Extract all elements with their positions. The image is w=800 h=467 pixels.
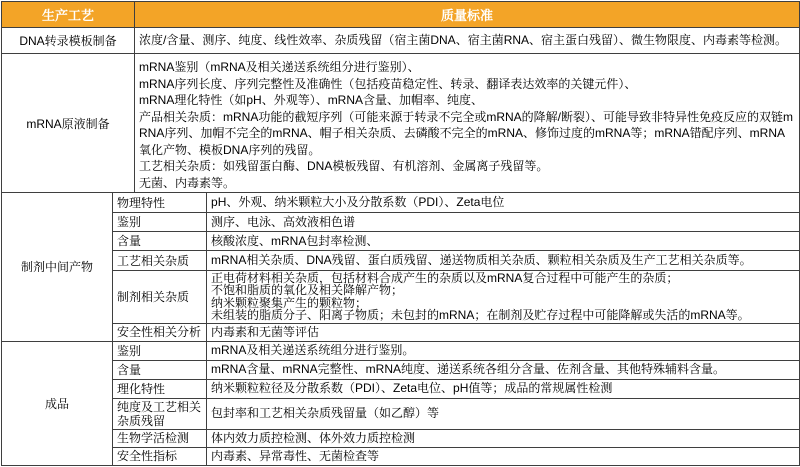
process-label: mRNA原液制备 bbox=[2, 54, 135, 193]
content-cell bbox=[207, 271, 800, 324]
content-line: mRNA及相关递送系统组分进行鉴别。 bbox=[211, 343, 415, 358]
sub-label: 纯度及工艺相关杂质残留 bbox=[113, 398, 207, 429]
table-row bbox=[2, 193, 800, 213]
content-cell bbox=[207, 251, 800, 271]
content-line: 包封率和工艺相关杂质残留量（如乙醇）等 bbox=[211, 406, 440, 421]
process-label: 制剂中间产物 bbox=[2, 193, 113, 342]
table-row bbox=[2, 213, 800, 232]
content-cell bbox=[135, 28, 800, 54]
content-line: 纳米颗粒聚集产生的颗粒物； bbox=[211, 295, 368, 310]
content-line: 浓度/含量、测序、纯度、线性效率、杂质残留（宿主菌DNA、宿主菌RNA、宿主蛋白残留）、微生物限度、内毒素等检测。 bbox=[139, 33, 788, 47]
sub-label: 生物学活检测 bbox=[113, 429, 207, 447]
sub-label: 鉴别 bbox=[113, 213, 207, 232]
content-line: 未组装的脂质分子、阳离子物质；未包封的mRNA；在制剂及贮存过程中可能降解或失活的mRNA等。 bbox=[211, 308, 750, 323]
table-row bbox=[2, 360, 800, 379]
sub-label: 理化特性 bbox=[113, 379, 207, 398]
content-cell bbox=[207, 398, 800, 429]
content-line: 体内效力质控检测、体外效力质控检测 bbox=[211, 430, 416, 445]
sub-label: 工艺相关杂质 bbox=[113, 251, 207, 271]
content-line: 内毒素和无菌等评估 bbox=[211, 324, 320, 339]
table-row bbox=[2, 447, 800, 465]
table-row bbox=[2, 28, 800, 54]
header-production-process: 生产工艺 bbox=[2, 2, 135, 28]
content-line: mRNA序列长度、序列完整性及准确性（包括疫苗稳定性、转录、翻译表达效率的关键元件）、 bbox=[139, 76, 637, 91]
sub-label: 安全性指标 bbox=[113, 447, 207, 465]
content-line: 纳米颗粒粒径及分散系数（PDI）、Zeta电位、pH值等；成品的常规属性检测 bbox=[211, 381, 613, 396]
content-line: mRNA相关杂质、DNA残留、蛋白质残留、递送物质相关杂质、颗粒相关杂质及生产工艺相关杂质等。 bbox=[211, 253, 752, 267]
content-line: mRNA含量、mRNA完整性、mRNA纯度、递送系统各组分含量、佐剂含量、其他特殊辅料含量。 bbox=[211, 362, 726, 377]
process-label: DNA转录模板制备 bbox=[2, 28, 135, 54]
content-cell bbox=[207, 193, 800, 213]
header-quality-standard: 质量标准 bbox=[135, 2, 800, 28]
content-cell bbox=[207, 341, 800, 360]
table-row bbox=[2, 54, 800, 193]
table-row bbox=[2, 341, 800, 360]
table-row bbox=[2, 251, 800, 271]
content-line: 产品相关杂质：mRNA功能的截短序列（可能来源于转录不完全或mRNA的降解/断裂）、可能导致非特异性免疫反应的双链mRNA序列、加帽不完全的mRNA、帽子相关杂质、去磷酸不完全的mRNA、修饰过度的mRNA等；mRNA错配序列、mRNA氧化产物、模板DNA序列的残留。 bbox=[139, 109, 794, 157]
content-cell bbox=[207, 360, 800, 379]
content-line: 测序、电泳、高效液相色谱 bbox=[211, 214, 356, 229]
process-label: 成品 bbox=[2, 341, 113, 465]
content-line: 内毒素、异常毒性、无菌检查等 bbox=[211, 448, 380, 463]
table-row bbox=[2, 323, 800, 341]
content-cell bbox=[207, 323, 800, 341]
content-cell bbox=[135, 54, 800, 193]
table-row bbox=[2, 429, 800, 447]
content-cell bbox=[207, 213, 800, 232]
table-row bbox=[2, 271, 800, 324]
content-line: 核酸浓度、mRNA包封率检测、 bbox=[211, 233, 379, 248]
header-row bbox=[2, 2, 800, 28]
sub-label: 安全性相关分析 bbox=[113, 323, 207, 341]
sub-label: 鉴别 bbox=[113, 341, 207, 360]
content-line: mRNA理化特性（如pH、外观等）、mRNA含量、加帽率、纯度、 bbox=[139, 93, 484, 107]
sub-label: 制剂相关杂质 bbox=[113, 271, 207, 324]
content-line: 工艺相关杂质：如残留蛋白酶、DNA模板残留、有机溶剂、金属离子残留等。 bbox=[139, 159, 549, 173]
content-line: 无菌、内毒素等。 bbox=[139, 175, 236, 190]
table-row bbox=[2, 232, 800, 251]
sub-label: 含量 bbox=[113, 232, 207, 251]
content-cell bbox=[207, 429, 800, 447]
content-cell bbox=[207, 232, 800, 251]
table-row bbox=[2, 379, 800, 398]
quality-standards-table bbox=[1, 1, 800, 466]
content-line: pH、外观、纳米颗粒大小及分散系数（PDI）、Zeta电位 bbox=[211, 195, 505, 209]
content-cell bbox=[207, 379, 800, 398]
sub-label: 物理特性 bbox=[113, 193, 207, 213]
page bbox=[1, 1, 799, 466]
content-line: 正电荷材料相关杂质，包括材料合成产生的杂质以及mRNA复合过程中可能产生的杂质； bbox=[211, 271, 679, 285]
table-row bbox=[2, 398, 800, 429]
content-line: mRNA鉴别（mRNA及相关递送系统组分进行鉴别）、 bbox=[139, 60, 420, 74]
sub-label: 含量 bbox=[113, 360, 207, 379]
content-line: 不饱和脂质的氧化及相关降解产物； bbox=[211, 283, 404, 298]
content-cell bbox=[207, 447, 800, 465]
